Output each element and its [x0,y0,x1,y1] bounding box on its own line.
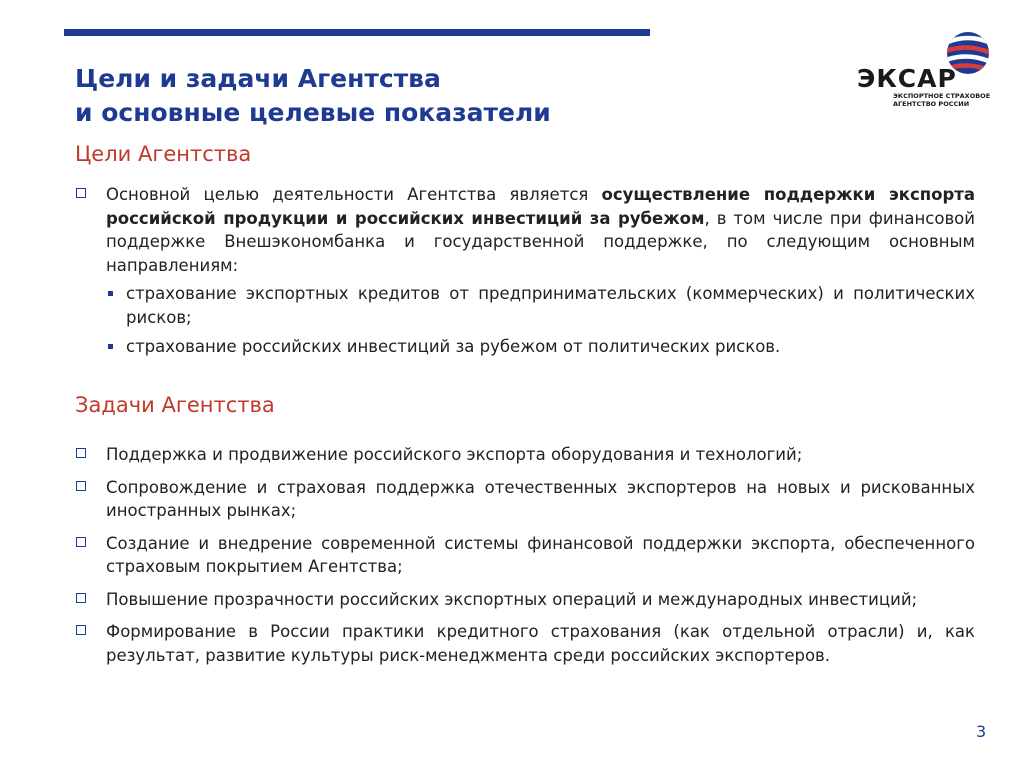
checkbox-bullet-icon [76,593,86,603]
square-bullet-icon [108,344,113,349]
goals-main-text-before: Основной целью деятельности Агентства является [106,185,602,204]
tasks-item-text: Повышение прозрачности российских экспортных операций и международных инвестиций; [106,589,918,609]
goals-main-text-bold: осуществление поддержки экспорта российской продукции и российских инвестиций за рубежом [106,185,975,228]
logo-subtitle-line-2: АГЕНТСТВО РОССИИ [893,100,970,108]
checkbox-bullet-icon [76,188,86,198]
page-number: 3 [976,722,987,741]
goals-subitem [106,282,975,329]
logo-subtitle-line-1: ЭКСПОРТНОЕ СТРАХОВОЕ [893,92,991,100]
checkbox-bullet-icon [76,537,86,547]
logo-wordmark: ЭКСАР [857,64,957,93]
goals-subitem-text: страхование российских инвестиций за рубежом от политических рисков. [126,337,781,356]
checkbox-bullet-icon [76,448,86,458]
goals-subitem-text: страхование экспортных кредитов от предпринимательских (коммерческих) и политических рисков; [126,284,975,327]
checkbox-bullet-icon [76,625,86,635]
tasks-item [75,588,975,612]
tasks-item [75,476,975,523]
page-title-line-1: Цели и задачи Агентства [75,64,441,93]
header-accent-bar [64,29,650,36]
tasks-item [75,532,975,579]
checkbox-bullet-icon [76,481,86,491]
goals-list [75,183,975,367]
tasks-item-text: Сопровождение и страховая поддержка отечественных экспортеров на новых и рискованных иностранных рынках; [106,477,975,520]
page-title [75,62,551,130]
logo-subtitle [893,92,990,108]
eksar-logo [855,30,995,114]
square-bullet-icon [108,291,113,296]
goals-subitem [106,335,975,359]
tasks-item [75,620,975,667]
tasks-item [75,443,975,467]
goals-heading: Цели Агентства [75,142,252,166]
tasks-item-text: Создание и внедрение современной системы финансовой поддержки экспорта, обеспеченного страховым покрытием Агентства; [106,533,975,576]
tasks-item-text: Поддержка и продвижение российского экспорта оборудования и технологий; [106,445,803,464]
tasks-item-text: Формирование в России практики кредитного страхования (как отдельной отрасли) и, как результат, развитие культуры риск-менеджмента среди российских экспортеров. [106,622,975,665]
goals-sublist [106,282,975,359]
tasks-heading: Задачи Агентства [75,393,275,417]
goals-main-text-after: , в том числе при финансовой поддержке Внешэкономбанка и государственной поддержке, по следующим основным направлениям: [106,208,975,275]
page-title-line-2: и основные целевые показатели [75,98,551,127]
tasks-list [75,443,975,676]
goals-main-item [75,183,975,359]
